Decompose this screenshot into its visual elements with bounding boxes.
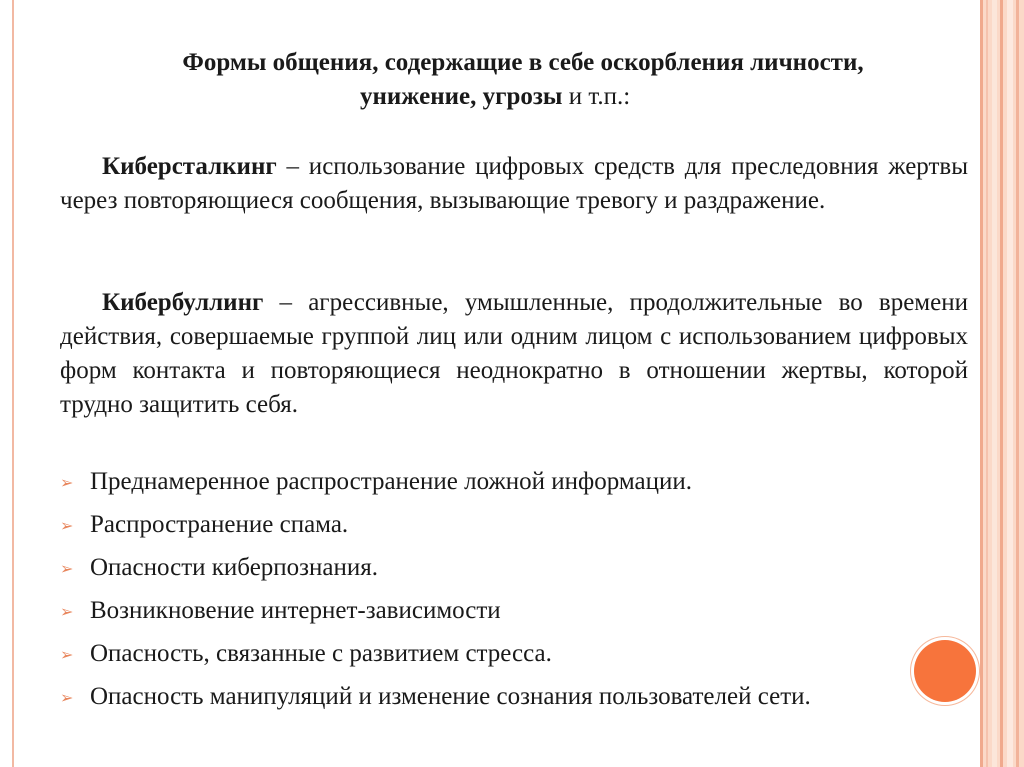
list-item-text: Опасность, связанные с развитием стресса. — [90, 640, 552, 667]
title-line-2 — [60, 80, 966, 114]
arrow-bullet-icon: ➢ — [60, 645, 74, 664]
list-item — [60, 591, 940, 634]
list-item — [60, 677, 940, 720]
list-item-text: Преднамеренное распространение ложной информации. — [90, 468, 692, 495]
title-line-2-tail: и т.п.: — [562, 83, 631, 110]
stripe — [1000, 0, 1003, 767]
list-item-text: Распространение спама. — [90, 511, 349, 538]
list-item — [60, 548, 940, 591]
arrow-bullet-icon: ➢ — [60, 473, 74, 492]
list-item — [60, 634, 940, 677]
arrow-bullet-icon: ➢ — [60, 688, 74, 707]
list-item-text: Возникновение интернет-зависимости — [90, 597, 501, 624]
term-cyberbullying: Кибербуллинг — [102, 289, 264, 316]
definition-cyberbullying: – агрессивные, умышленные, продолжительные во времени действия, совершаемые группой лиц или одним лицом с использованием цифровых форм контакта и повторяющиеся неоднократно в отношении жертвы, которой трудно защитить себя. — [60, 289, 968, 418]
stripe — [980, 0, 983, 767]
stripe — [1016, 0, 1019, 767]
right-decorative-stripes — [980, 0, 1024, 767]
slide-title — [60, 46, 966, 114]
paragraph-cyberstalking — [60, 150, 968, 218]
stripe — [992, 0, 997, 767]
title-line-1: Формы общения, содержащие в себе оскорбления личности, — [182, 49, 864, 76]
term-cyberstalking: Киберсталкинг — [102, 153, 277, 180]
list-item-text: Опасность манипуляций и изменение сознания пользователей сети. — [90, 683, 811, 710]
title-line-2-bold: унижение, угрозы — [360, 83, 563, 110]
left-border-line — [12, 0, 14, 767]
list-item — [60, 505, 940, 548]
definition-cyberstalking: – использование цифровых средств для преследовния жертвы через повторяющиеся сообщения, вызывающие тревогу и раздражение. — [60, 153, 968, 214]
list-item-text: Опасности киберпознания. — [90, 554, 379, 581]
arrow-bullet-icon: ➢ — [60, 602, 74, 621]
stripe — [986, 0, 988, 767]
bullet-list — [60, 462, 940, 720]
arrow-bullet-icon: ➢ — [60, 559, 74, 578]
list-item — [60, 462, 940, 505]
paragraph-cyberbullying — [60, 286, 968, 422]
arrow-bullet-icon: ➢ — [60, 516, 74, 535]
stripe — [1007, 0, 1013, 767]
